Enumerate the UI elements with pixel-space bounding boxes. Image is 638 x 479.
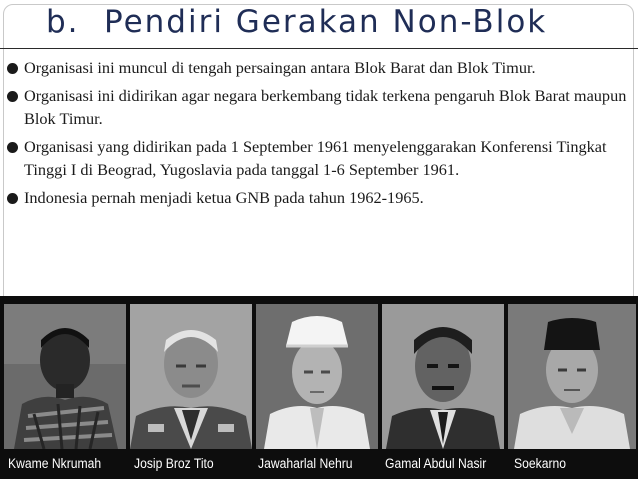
bullet-icon bbox=[7, 63, 18, 74]
caption-row bbox=[0, 452, 638, 479]
bullet-item bbox=[7, 84, 633, 131]
founders-photo-strip bbox=[0, 296, 638, 479]
portrait-nasser bbox=[382, 304, 504, 449]
bullet-icon bbox=[7, 193, 18, 204]
caption-nasser: Gamal Abdul Nasir bbox=[385, 456, 487, 471]
bullet-item bbox=[7, 135, 633, 182]
portrait-tito bbox=[130, 304, 252, 449]
bullet-item bbox=[7, 186, 633, 210]
caption-soekarno: Soekarno bbox=[514, 456, 567, 471]
slide-title bbox=[30, 4, 547, 40]
bullet-list bbox=[7, 56, 633, 213]
bullet-text: Organisasi ini muncul di tengah persaingan antara Blok Barat dan Blok Timur. bbox=[24, 58, 536, 77]
caption-tito: Josip Broz Tito bbox=[134, 456, 214, 471]
bullet-text: Organisasi ini didirikan agar negara berkembang tidak terkena pengaruh Blok Barat maupun Blok Timur. bbox=[24, 85, 627, 128]
caption-nkrumah: Kwame Nkrumah bbox=[8, 456, 102, 471]
section-letter: b. bbox=[46, 4, 80, 40]
portrait-nkrumah bbox=[4, 304, 126, 449]
caption-nehru: Jawaharlal Nehru bbox=[258, 456, 353, 471]
portrait-nehru bbox=[256, 304, 378, 449]
bullet-item bbox=[7, 56, 633, 80]
portrait-soekarno bbox=[508, 304, 636, 449]
bullet-text: Indonesia pernah menjadi ketua GNB pada tahun 1962-1965. bbox=[24, 187, 424, 207]
bullet-text: Organisasi yang didirikan pada 1 September 1961 menyelenggarakan Konferensi Tingkat Tinggi I di Beograd, Yugoslavia pada tanggal 1-6 September 1961. bbox=[24, 136, 607, 179]
title-divider bbox=[0, 48, 638, 49]
title-text: Pendiri Gerakan Non-Blok bbox=[104, 4, 548, 40]
bullet-icon bbox=[7, 91, 18, 102]
bullet-icon bbox=[7, 142, 18, 153]
